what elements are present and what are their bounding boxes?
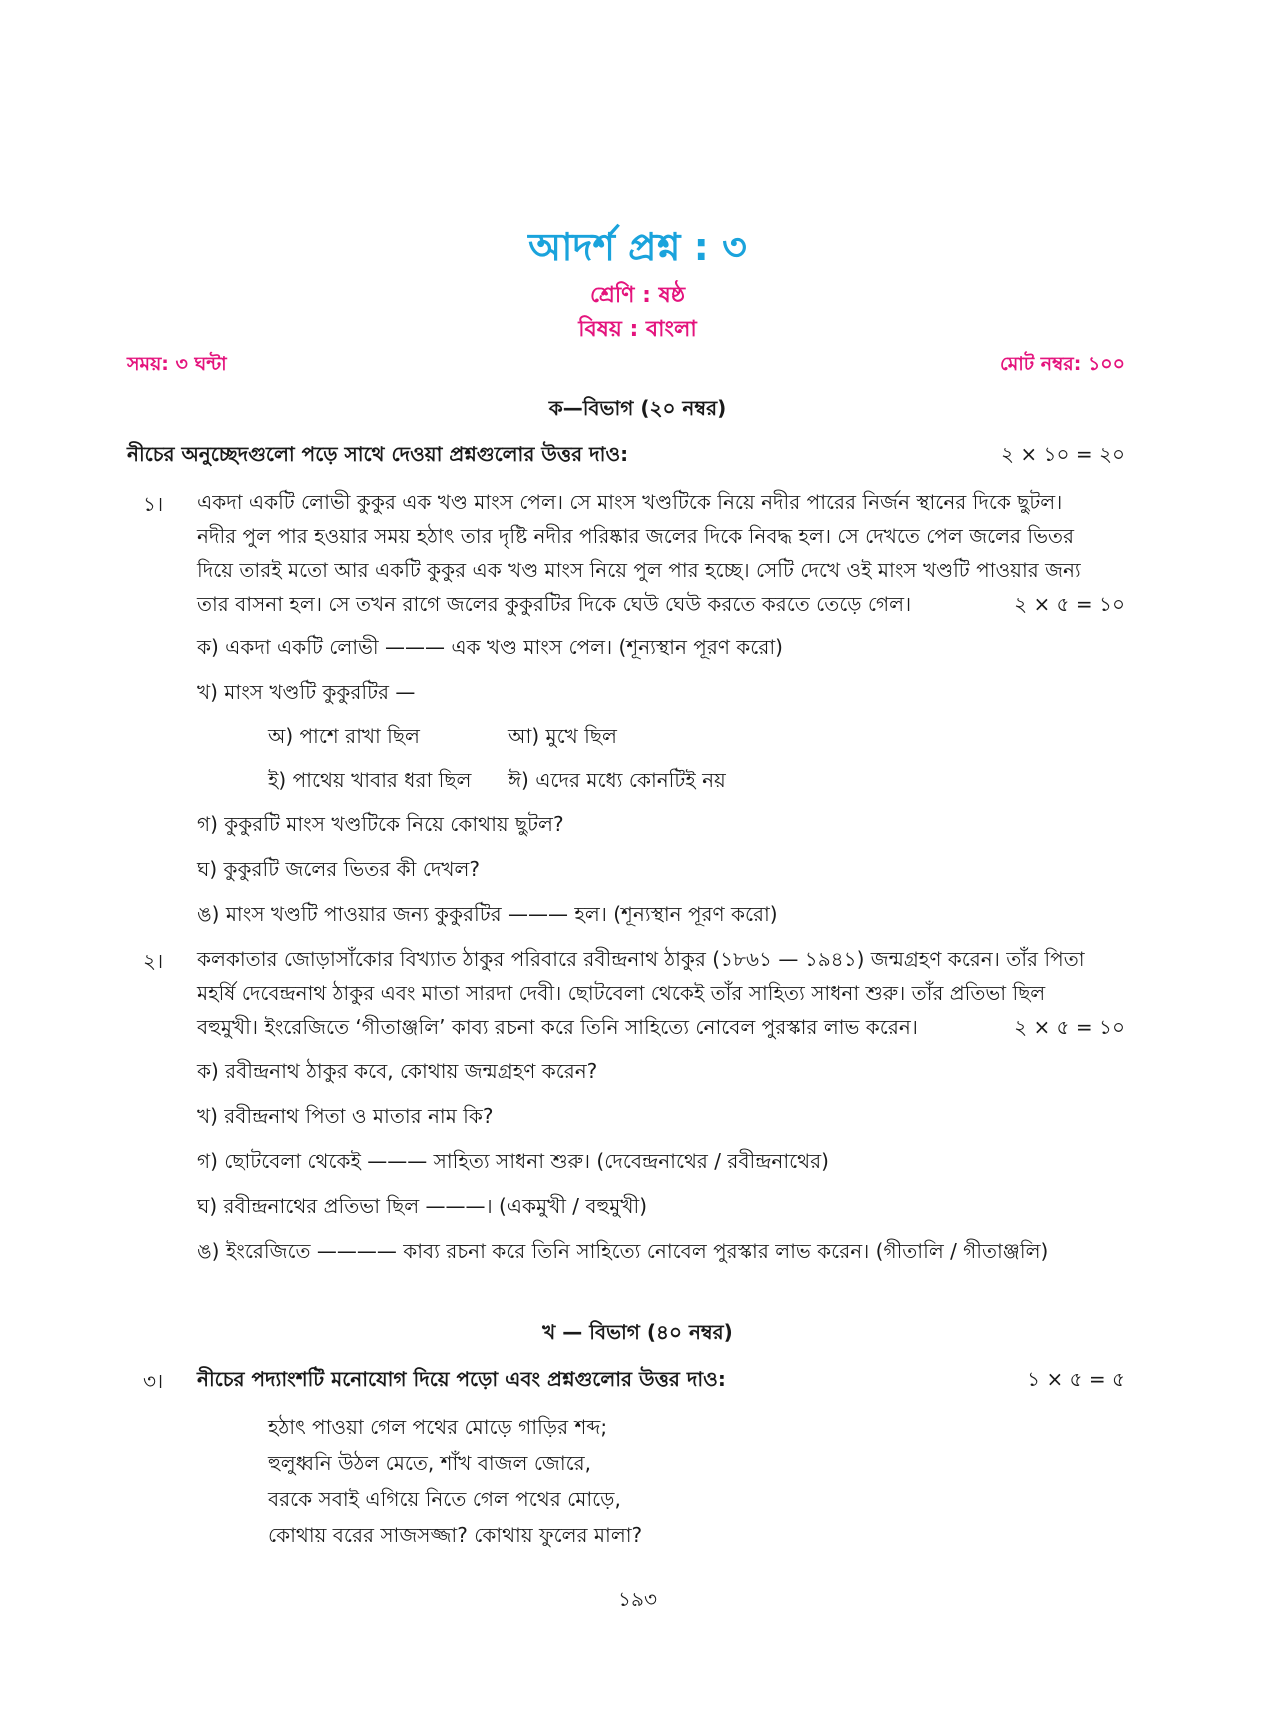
q1-sub-gha: ঘ) কুকুরটি জলের ভিতর কী দেখল? xyxy=(197,857,481,881)
q1-passage-line: তার বাসনা হল। সে তখন রাগে জলের কুকুরটির দিকে ঘেউ ঘেউ করতে করতে তেড়ে গেল। xyxy=(197,592,912,616)
poem-line: হঠাৎ পাওয়া গেল পথের মোড়ে গাড়ির শব্দ; xyxy=(268,1415,608,1439)
q3-instruction: নীচের পদ্যাংশটি মনোযোগ দিয়ে পড়ো এবং প্রশ্নগুলোর উত্তর দাও: xyxy=(197,1367,726,1391)
time-label: সময়: ৩ ঘন্টা xyxy=(127,353,227,375)
poem-line: হুলুধ্বনি উঠল মেতে, শাঁখ বাজল জোরে, xyxy=(268,1451,592,1475)
q2-sub-ga: গ) ছোটবেলা থেকেই ——— সাহিত্য সাধনা শুরু। (দেবেন্দ্রনাথের / রবীন্দ্রনাথের) xyxy=(197,1149,829,1173)
q1-option-ii: ঈ) এদের মধ্যে কোনটিই নয় xyxy=(508,768,726,792)
total-marks-label: মোট নম্বর: ১০০ xyxy=(1000,353,1125,375)
q1-option-i: ই) পাথেয় খাবার ধরা ছিল xyxy=(268,768,472,792)
section-ka-instruction: নীচের অনুচ্ছেদগুলো পড়ে সাথে দেওয়া প্রশ্নগুলোর উত্তর দাও: xyxy=(127,442,629,466)
q2-sub-kha: খ) রবীন্দ্রনাথ পিতা ও মাতার নাম কি? xyxy=(197,1104,494,1128)
q1-option-a: অ) পাশে রাখা ছিল xyxy=(268,724,420,748)
poem-line: বরকে সবাই এগিয়ে নিতে গেল পথের মোড়ে, xyxy=(268,1487,621,1511)
q1-sub-kha: খ) মাংস খণ্ডটি কুকুরটির — xyxy=(197,680,416,704)
q2-sub-uma: ঙ) ইংরেজিতে ———— কাব্য রচনা করে তিনি সাহিত্যে নোবেল পুরস্কার লাভ করেন। (গীতালি / গীতাঞ্জলি) xyxy=(197,1239,1049,1263)
subject-label: বিষয় : বাংলা xyxy=(578,317,697,342)
q1-sub-ka: ক) একদা একটি লোভী ——— এক খণ্ড মাংস পেল। (শূন্যস্থান পূরণ করো) xyxy=(197,635,783,659)
q1-marks: ২ × ৫ = ১০ xyxy=(1014,592,1125,616)
q3-marks: ১ × ৫ = ৫ xyxy=(1027,1367,1125,1391)
q2-number: ২। xyxy=(143,949,164,973)
q2-passage-line: কলকাতার জোড়াসাঁকোর বিখ্যাত ঠাকুর পরিবারে রবীন্দ্রনাথ ঠাকুর (১৮৬১ — ১৯৪১) জন্মগ্রহণ করেন। তাঁর পিতা xyxy=(197,947,1085,971)
page-title: আদর্শ প্রশ্ন : ৩ xyxy=(528,225,747,269)
q1-option-aa: আ) মুখে ছিল xyxy=(508,724,617,748)
q3-number: ৩। xyxy=(143,1369,164,1393)
q1-number: ১। xyxy=(143,492,164,516)
class-label: শ্রেণি : ষষ্ঠ xyxy=(589,283,686,308)
q1-sub-ga: গ) কুকুরটি মাংস খণ্ডটিকে নিয়ে কোথায় ছুটল? xyxy=(197,812,564,836)
q1-passage-line: নদীর পুল পার হওয়ার সময় হঠাৎ তার দৃষ্টি নদীর পরিষ্কার জলের দিকে নিবদ্ধ হল। সে দেখতে পেল জলের ভিতর xyxy=(197,524,1075,548)
q1-passage-line: একদা একটি লোভী কুকুর এক খণ্ড মাংস পেল। সে মাংস খণ্ডটিকে নিয়ে নদীর পারের নির্জন স্থানের দিকে ছুটল। xyxy=(197,490,1063,514)
section-ka-marks: ২ × ১০ = ২০ xyxy=(1001,442,1125,466)
q1-sub-uma: ঙ) মাংস খণ্ডটি পাওয়ার জন্য কুকুরটির ——— হল। (শূন্যস্থান পূরণ করো) xyxy=(197,902,778,926)
q2-sub-gha: ঘ) রবীন্দ্রনাথের প্রতিভা ছিল ———। (একমুখী / বহুমুখী) xyxy=(197,1194,648,1218)
section-ka-heading: ক—বিভাগ (২০ নম্বর) xyxy=(548,396,727,420)
q2-passage-line: বহুমুখী। ইংরেজিতে ‘গীতাঞ্জলি’ কাব্য রচনা করে তিনি সাহিত্যে নোবেল পুরস্কার লাভ করেন। xyxy=(197,1015,918,1039)
q2-passage-line: মহর্ষি দেবেন্দ্রনাথ ঠাকুর এবং মাতা সারদা দেবী। ছোটবেলা থেকেই তাঁর সাহিত্য সাধনা শুরু। তাঁর প্রতিভা ছিল xyxy=(197,981,1046,1005)
q2-marks: ২ × ৫ = ১০ xyxy=(1014,1015,1125,1039)
q2-sub-ka: ক) রবীন্দ্রনাথ ঠাকুর কবে, কোথায় জন্মগ্রহণ করেন? xyxy=(197,1059,598,1083)
page-number: ১৯৩ xyxy=(618,1587,657,1611)
poem-line: কোথায় বরের সাজসজ্জা? কোথায় ফুলের মালা? xyxy=(268,1523,643,1547)
q1-passage-line: দিয়ে তারই মতো আর একটি কুকুর এক খণ্ড মাংস নিয়ে পুল পার হচ্ছে। সেটি দেখে ওই মাংস খণ্ডটি পাওয়ার জন্য xyxy=(197,558,1081,582)
section-kha-heading: খ — বিভাগ (৪০ নম্বর) xyxy=(542,1320,733,1344)
